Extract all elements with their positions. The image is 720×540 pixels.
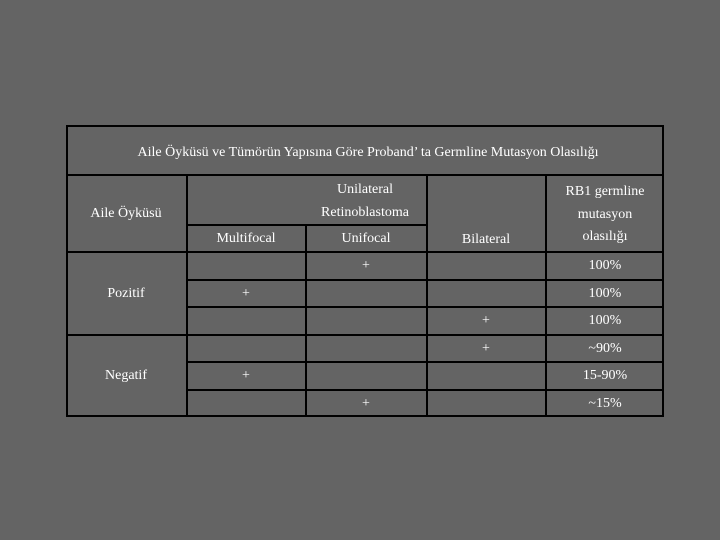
family-history-column-line <box>186 174 188 417</box>
rb1-header-line1: RB1 germline <box>565 184 645 199</box>
row-2-separator <box>186 306 664 308</box>
row-3-bilateral-mark: + <box>482 313 490 328</box>
row-2-multifocal-mark: + <box>242 286 250 301</box>
row-4-separator <box>186 361 664 363</box>
group-separator <box>66 334 664 336</box>
title-separator <box>66 174 664 176</box>
row-5-separator <box>186 389 664 391</box>
row-1-unifocal-mark: + <box>362 258 370 273</box>
multifocal-column-line <box>305 224 307 417</box>
bilateral-column-line <box>545 174 547 417</box>
row-2-probability: 100% <box>588 286 622 301</box>
row-1-probability: 100% <box>588 258 622 273</box>
unilateral-header: Unilateral <box>337 182 393 197</box>
group-label-negative: Negatif <box>105 368 147 383</box>
table-title: Aile Öyküsü ve Tümörün Yapısına Göre Proband’ ta Germline Mutasyon Olasılığı <box>137 145 599 160</box>
row-3-probability: 100% <box>588 313 622 328</box>
multifocal-header: Multifocal <box>216 231 276 246</box>
row-6-probability: ~15% <box>588 396 622 411</box>
family-history-header: Aile Öyküsü <box>90 206 162 221</box>
header-bottom-line <box>66 251 664 253</box>
row-1-separator <box>186 279 664 281</box>
bilateral-header: Bilateral <box>461 232 511 247</box>
row-5-multifocal-mark: + <box>242 368 250 383</box>
unifocal-column-line <box>426 174 428 417</box>
rb1-header-line3: olasılığı <box>582 229 628 244</box>
row-5-probability: 15-90% <box>582 368 628 383</box>
row-4-bilateral-mark: + <box>482 341 490 356</box>
retinoblastoma-header: Retinoblastoma <box>321 205 409 220</box>
group-label-positive: Pozitif <box>107 286 145 301</box>
rb1-header-line2: mutasyon <box>577 207 633 222</box>
row-6-unifocal-mark: + <box>362 396 370 411</box>
unifocal-header: Unifocal <box>341 231 391 246</box>
row-4-probability: ~90% <box>588 341 622 356</box>
